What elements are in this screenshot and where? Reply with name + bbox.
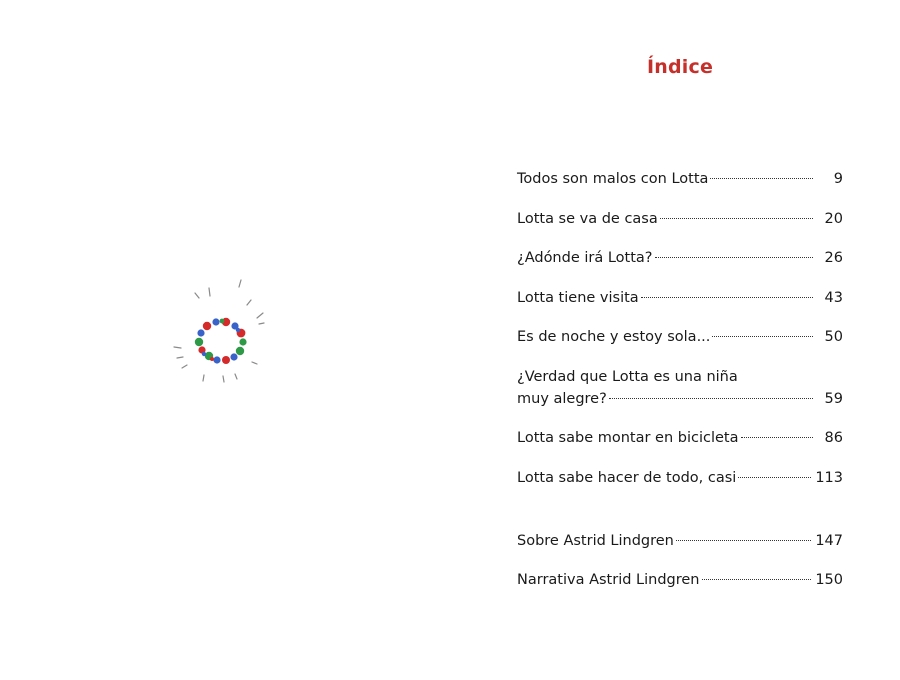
toc-entry-title: Es de noche y estoy sola... — [517, 329, 711, 345]
toc-entry[interactable] — [517, 168, 843, 190]
toc-entry-title: Lotta sabe hacer de todo, casi — [517, 469, 737, 486]
dot-leader — [702, 579, 812, 580]
toc-entry-page: 20 — [824, 210, 843, 227]
toc-entry-title-line1: ¿Verdad que Lotta es una niña — [517, 368, 738, 385]
toc-entry-page: 147 — [815, 532, 843, 549]
toc-entry-title: Lotta se va de casa — [517, 210, 658, 227]
toc-entry[interactable] — [517, 326, 843, 348]
toc-entry-page: 86 — [824, 430, 843, 446]
toc-entry[interactable] — [517, 530, 843, 552]
dot-leader — [676, 540, 811, 541]
toc-entry[interactable] — [517, 247, 843, 269]
toc-entry[interactable] — [517, 366, 843, 410]
table-of-contents — [517, 168, 843, 591]
toc-entry-title: Lotta sabe montar en bicicleta — [517, 430, 739, 446]
toc-entry-page: 26 — [824, 250, 843, 266]
toc-entry-page: 50 — [824, 329, 843, 345]
toc-entry-page: 113 — [815, 469, 843, 486]
dot-leader — [660, 218, 813, 219]
toc-entry-page: 150 — [815, 572, 843, 588]
toc-entry-page: 43 — [824, 289, 843, 306]
toc-entry-title: Lotta tiene visita — [517, 289, 639, 306]
toc-entry[interactable] — [517, 287, 843, 309]
toc-entry-page: 9 — [833, 171, 843, 187]
toc-entry[interactable] — [517, 427, 843, 449]
toc-entry-title: ¿Adónde irá Lotta? — [517, 250, 653, 266]
toc-entry-title: Todos son malos con Lotta — [517, 171, 709, 187]
toc-entry-title-line2: muy alegre? — [517, 390, 607, 407]
toc-entry-page: 59 — [824, 390, 843, 407]
dot-leader — [712, 336, 813, 337]
toc-entry[interactable] — [517, 569, 843, 591]
bead-bracelet-icon — [166, 274, 276, 390]
dot-leader — [738, 477, 811, 478]
dot-leader — [641, 297, 813, 298]
toc-entry[interactable] — [517, 208, 843, 230]
dot-leader — [655, 257, 814, 258]
dot-leader — [741, 437, 813, 438]
dot-leader — [609, 398, 813, 399]
toc-entry[interactable] — [517, 467, 843, 489]
toc-entry-title: Sobre Astrid Lindgren — [517, 532, 674, 549]
page-title: Índice — [646, 56, 714, 78]
dot-leader — [710, 178, 813, 179]
toc-entry-title: Narrativa Astrid Lindgren — [517, 572, 700, 588]
